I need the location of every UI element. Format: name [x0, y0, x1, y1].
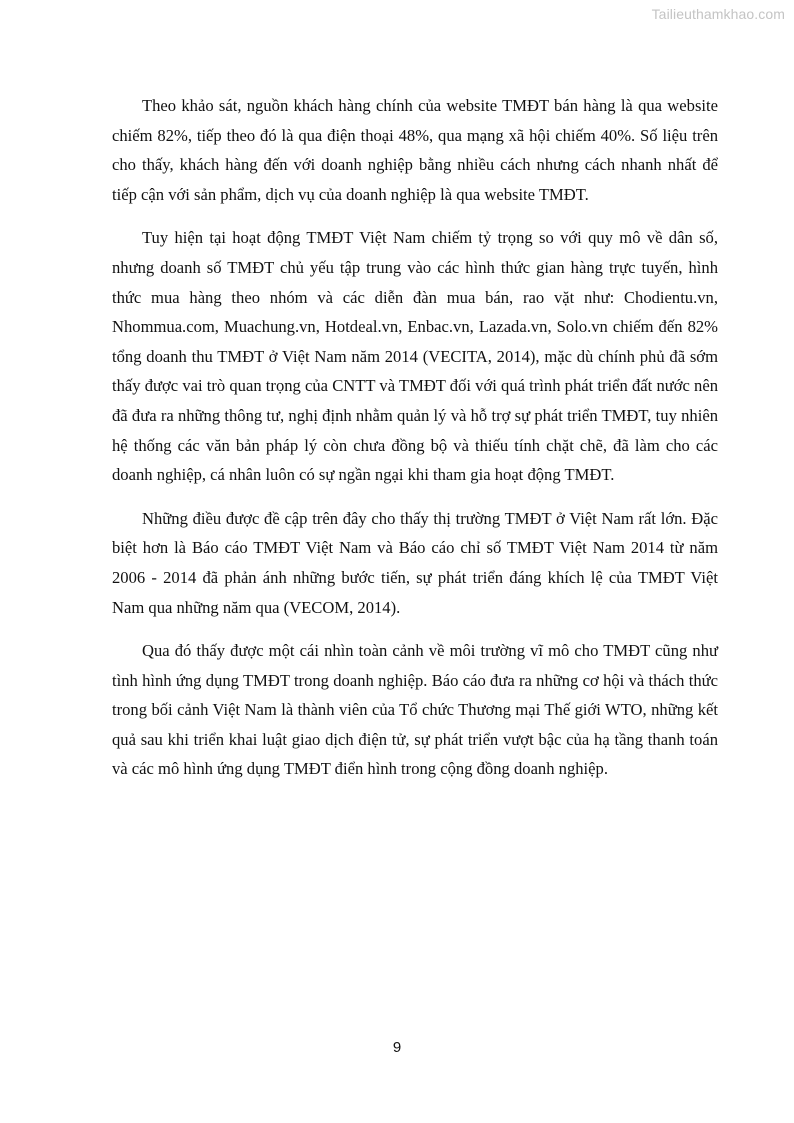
watermark: Tailieuthamkhao.com	[651, 6, 785, 22]
page-number: 9	[392, 1039, 402, 1056]
paragraph-overview: Qua đó thấy được một cái nhìn toàn cảnh về môi trường vĩ mô cho TMĐT cũng như tình hình ứng dụng TMĐT trong doanh nghiệp. Báo cáo đưa ra những cơ hội và thách thức trong bối cảnh Việt Nam là thành viên của Tổ chức Thương mại Thế giới WTO, những kết quả sau khi triển khai luật giao dịch điện tử, sự phát triển vượt bậc của hạ tầng thanh toán và các mô hình ứng dụng TMĐT điển hình trong cộng đồng doanh nghiệp.	[112, 641, 718, 779]
paragraph-survey: Theo khảo sát, nguồn khách hàng chính của website TMĐT bán hàng là qua website chiếm 82%, tiếp theo đó là qua điện thoại 48%, qua mạng xã hội chiếm 40%. Số liệu trên cho thấy, khách hàng đến với doanh nghiệp bằng nhiều cách nhưng cách nhanh nhất để tiếp cận với sản phẩm, dịch vụ của doanh nghiệp là qua website TMĐT.	[112, 96, 718, 204]
document-body	[112, 91, 718, 798]
paragraph-reports: Những điều được đề cập trên đây cho thấy thị trường TMĐT ở Việt Nam rất lớn. Đặc biệt hơn là Báo cáo TMĐT Việt Nam và Báo cáo chỉ số TMĐT Việt Nam 2014 từ năm 2006 - 2014 đã phản ánh những bước tiến, sự phát triển đáng khích lệ của TMĐT Việt Nam qua những năm qua (VECOM, 2014).	[112, 508, 718, 617]
paragraph-market-share: Tuy hiện tại hoạt động TMĐT Việt Nam chiếm tỷ trọng so với quy mô về dân số, nhưng doanh số TMĐT chủ yếu tập trung vào các hình thức gian hàng trực tuyến, hình thức mua hàng theo nhóm và các diễn đàn mua bán, rao vặt như: Chodientu.vn, Nhommua.com, Muachung.vn, Hotdeal.vn, Enbac.vn, Lazada.vn, Solo.vn chiếm đến 82% tổng doanh thu TMĐT ở Việt Nam năm 2014 (VECITA, 2014), mặc dù chính phủ đã sớm thấy được vai trò quan trọng của CNTT và TMĐT đối với quá trình phát triển đất nước nên đã đưa ra những thông tư, nghị định nhằm quản lý và hỗ trợ sự phát triển TMĐT, tuy nhiên hệ thống các văn bản pháp lý còn chưa đồng bộ và thiếu tính chặt chẽ, đã làm cho các doanh nghiệp, cá nhân luôn có sự ngần ngại khi tham gia hoạt động TMĐT.	[112, 228, 718, 485]
